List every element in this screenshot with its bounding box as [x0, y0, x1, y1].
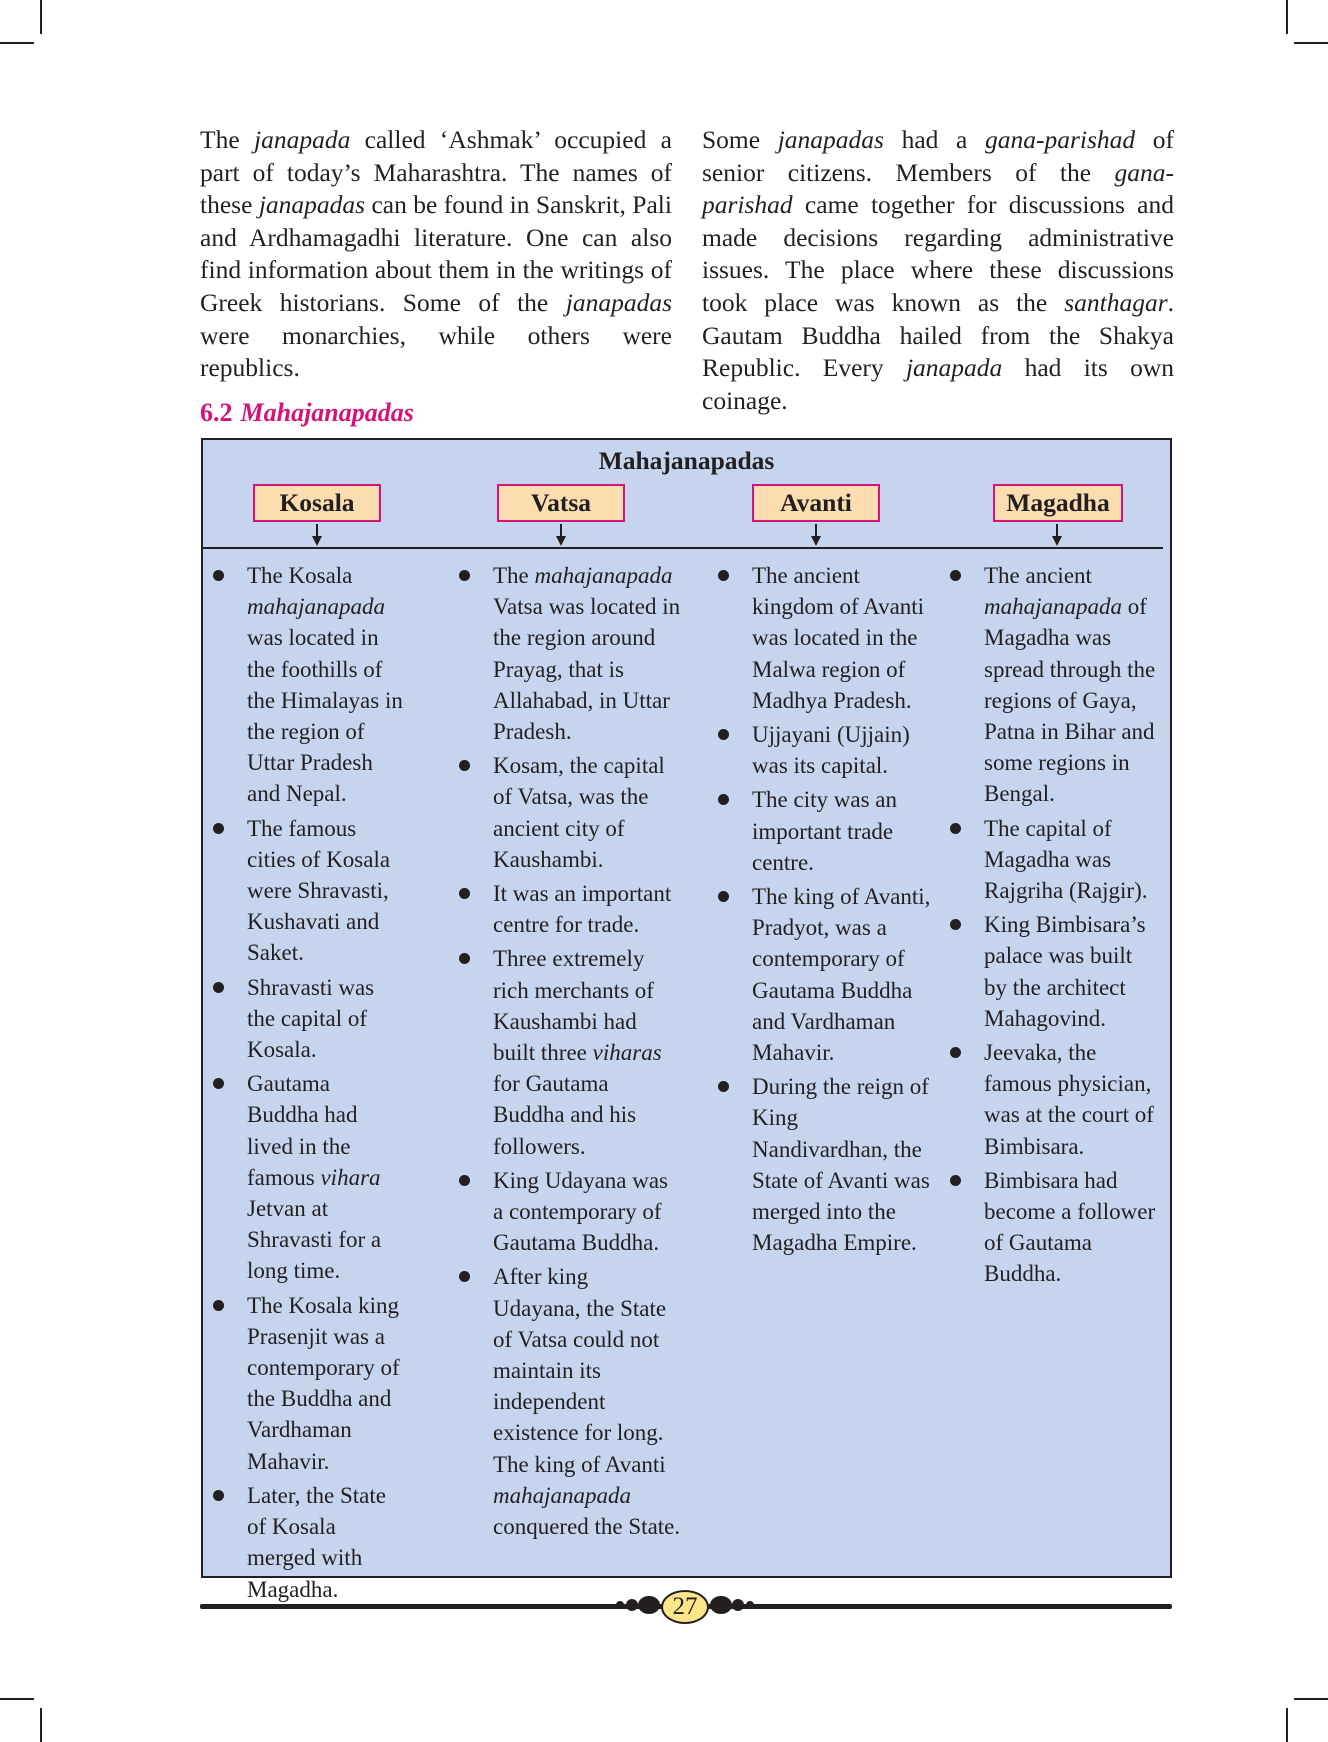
arrow-down-icon	[556, 536, 566, 546]
kingdom-box-magadha: Magadha	[993, 484, 1123, 522]
text-run: . Gautam Buddha hailed from the Shakya Republic. Every	[702, 287, 1174, 383]
crop-mark	[1286, 1708, 1288, 1742]
ornament-dot	[710, 1596, 732, 1614]
text-run: conquered the State.	[493, 1514, 681, 1540]
text-run: King Udayana was a contemporary of Gautama Buddha.	[493, 1167, 669, 1256]
crop-mark	[0, 42, 34, 44]
list-item	[207, 560, 407, 810]
text-run: After king Udayana, the State of Vatsa could not maintain its independent existence for long. The king of Avanti	[493, 1264, 667, 1477]
arrow-down-icon	[1052, 536, 1062, 546]
text-run: The city was an important trade centre.	[752, 787, 897, 875]
text-run: The Kosala king Prasenjit was a contemporary of the Buddha and Vardhaman Mahavir.	[247, 1292, 400, 1474]
list-item	[712, 881, 934, 1068]
kingdom-box-vatsa: Vatsa	[497, 484, 625, 522]
text-run: came together for discussions and made decisions regarding administrative issues. The place where these discussions took place was known as the	[702, 190, 1174, 317]
text-run: During the reign of King Nandivardhan, the State of Avanti was merged into the Magadha Empire.	[752, 1074, 930, 1256]
kingdom-box-kosala: Kosala	[253, 484, 381, 522]
text-run: Jetvan at Shravasti for a long time.	[247, 1196, 382, 1284]
text-run: The Kosala	[247, 563, 353, 588]
list-item	[453, 943, 681, 1161]
list-item	[207, 1480, 407, 1605]
text-run: for Gautama Buddha and his followers.	[493, 1071, 637, 1159]
italic-term: mahajanapada	[247, 594, 385, 620]
italic-term: vihara	[320, 1164, 381, 1190]
text-run: had a	[883, 125, 985, 154]
column-magadha	[944, 560, 1160, 1293]
italic-term: janapadas	[565, 287, 672, 317]
italic-term: viharas	[592, 1040, 662, 1066]
section-heading	[200, 398, 414, 428]
italic-term: janapada	[905, 353, 1003, 383]
text-run: Some	[702, 125, 778, 154]
list-item	[453, 878, 681, 940]
text-run: The	[493, 563, 535, 588]
crop-mark	[1286, 0, 1288, 34]
text-run: The king of Avanti, Pradyot, was a contemporary of Gautama Buddha and Vardhaman Mahavir.	[752, 884, 931, 1066]
kingdom-box-avanti: Avanti	[752, 484, 880, 522]
italic-term: mahajanapada	[984, 594, 1122, 620]
list-item	[944, 909, 1160, 1034]
text-run: The capital of Magadha was Rajgriha (Rajgir).	[984, 815, 1148, 904]
text-run: Ujjayani (Ujjain) was its capital.	[752, 722, 910, 779]
section-title: Mahajanapadas	[240, 398, 414, 427]
text-run: Bimbisara had become a follower of Gautama Buddha.	[984, 1167, 1156, 1287]
text-run: The ancient kingdom of Avanti was located in the Malwa region of Madhya Pradesh.	[752, 563, 925, 713]
crop-mark	[40, 0, 42, 34]
text-run: Shravasti was the capital of Kosala.	[247, 974, 375, 1063]
crop-mark	[1294, 1698, 1328, 1700]
crop-mark	[40, 1708, 42, 1742]
italic-term: santhagar	[1064, 287, 1168, 317]
column-vatsa	[453, 560, 681, 1545]
ornament-dot	[732, 1599, 744, 1611]
text-run: called ‘Ashmak’ occupied a part of today’s Maharashtra. The names of these	[200, 125, 672, 220]
text-run: had its own coinage.	[702, 353, 1175, 415]
text-run: The famous cities of Kosala were Shravasti, Kushavati and Saket.	[247, 815, 391, 966]
list-item	[453, 560, 681, 747]
text-run: Later, the State of Kosala merged with Magadha.	[247, 1482, 386, 1602]
italic-term: janapada	[253, 125, 351, 154]
list-item	[712, 719, 934, 781]
section-number: 6.2	[200, 398, 233, 427]
text-run: was located in the foothills of the Himalayas in the region of Uttar Pradesh and Nepal.	[247, 625, 403, 807]
list-item	[712, 1071, 934, 1258]
divider-line	[203, 547, 1163, 549]
italic-term: gana-parishad	[984, 125, 1136, 154]
text-run: were monarchies, while others were republics.	[200, 320, 672, 383]
italic-term: janapadas	[258, 190, 366, 220]
italic-term: mahajanapada	[534, 563, 673, 588]
list-item	[712, 560, 934, 716]
list-item	[453, 1261, 681, 1542]
ornament-dot	[616, 1601, 624, 1609]
text-run: Three extremely rich merchants of Kaushambi had built three	[493, 946, 654, 1066]
page-number: 27	[661, 1590, 709, 1624]
arrow-down-icon	[312, 536, 322, 546]
list-item	[453, 750, 681, 875]
chart-title: Mahajanapadas	[598, 446, 775, 475]
list-item	[207, 813, 407, 969]
italic-term: janapadas	[777, 125, 884, 154]
ornament-dot	[638, 1596, 660, 1614]
column-kosala	[207, 560, 407, 1608]
text-run: The ancient	[984, 563, 1092, 588]
italic-term: mahajanapada	[493, 1482, 631, 1508]
crop-mark	[1294, 42, 1328, 44]
mahajanapadas-chart	[201, 438, 1172, 1602]
list-item	[207, 972, 407, 1066]
italic-term: gana-parishad	[702, 157, 1174, 220]
ornament-dot	[626, 1599, 638, 1611]
text-run: Kosam, the capital of Vatsa, was the ancient city of Kaushambi.	[493, 753, 665, 872]
arrow-down-icon	[811, 536, 821, 546]
crop-mark	[0, 1698, 34, 1700]
list-item	[207, 1068, 407, 1286]
list-item	[944, 560, 1160, 810]
text-run: The	[200, 125, 254, 154]
intro-paragraph-right	[702, 124, 1174, 417]
text-run: King Bimbisara’s palace was built by the architect Mahagovind.	[984, 912, 1146, 1031]
text-run: Jeevaka, the famous physician, was at the court of Bimbisara.	[984, 1040, 1154, 1159]
list-item	[453, 1165, 681, 1259]
text-run: Gautama Buddha had lived in the famous	[247, 1071, 358, 1190]
column-avanti	[712, 560, 934, 1261]
text-run: can be found in Sanskrit, Pali and Ardhamagadhi literature. One can also find information about them in the writings of Greek historians. Some of the	[200, 190, 672, 317]
list-item	[944, 1037, 1160, 1162]
list-item	[944, 1165, 1160, 1290]
text-run: It was an important centre for trade.	[493, 881, 672, 938]
list-item	[944, 813, 1160, 907]
intro-paragraph-left	[200, 124, 672, 385]
text-run: Vatsa was located in the region around Prayag, that is Allahabad, in Uttar Pradesh.	[493, 594, 681, 745]
list-item	[207, 1290, 407, 1477]
text-run: of senior citizens. Members of the	[702, 125, 1174, 187]
ornament-dot	[746, 1601, 754, 1609]
text-run: of Magadha was spread through the regions of Gaya, Patna in Bihar and some regions in Bengal.	[984, 594, 1156, 807]
list-item	[712, 784, 934, 878]
